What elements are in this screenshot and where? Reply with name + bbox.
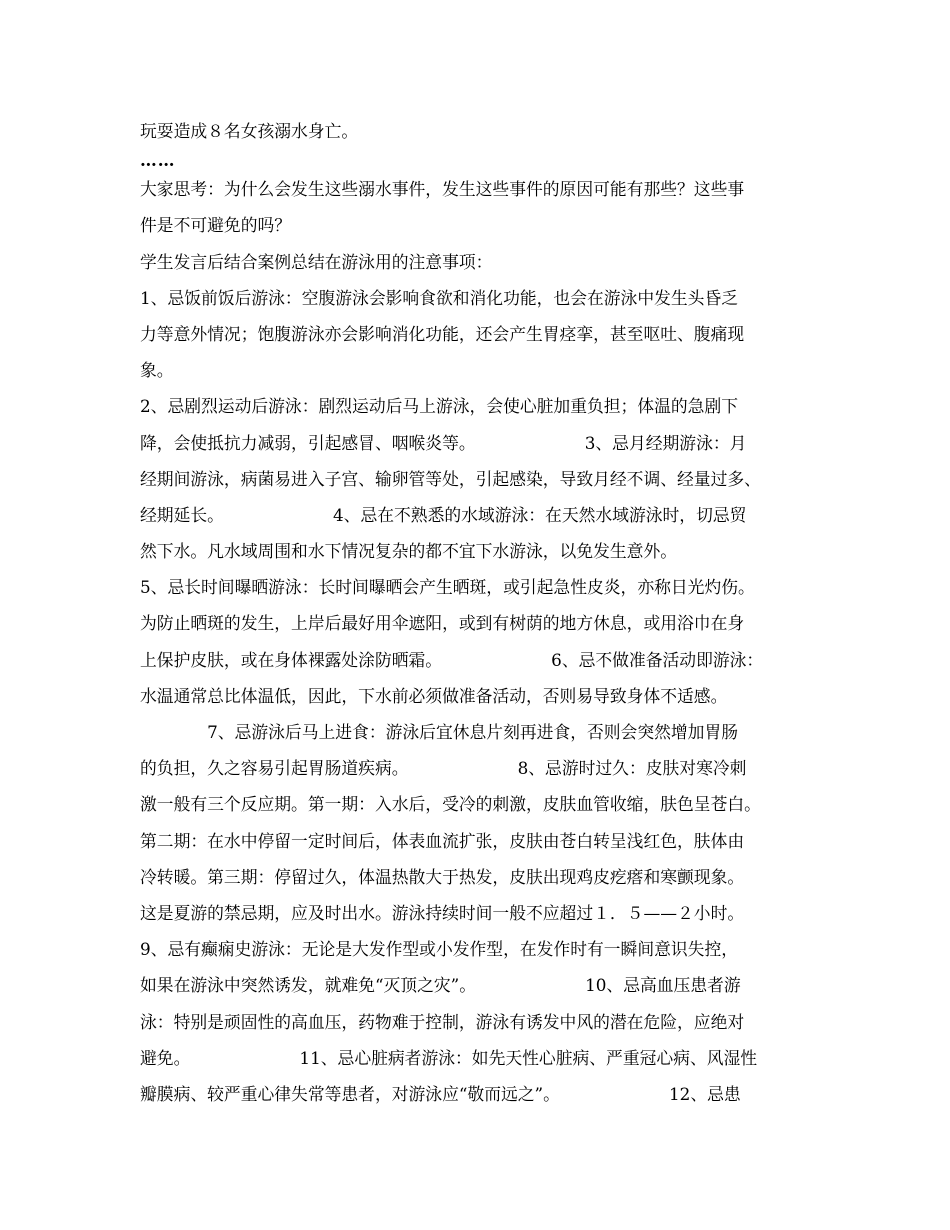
text-line: 瓣膜病、较严重心律失常等患者，对游泳应“敬而远之”。 12、忌患 bbox=[140, 1083, 741, 1104]
text-line: 上保护皮肤，或在身体裸露处涂防晒霜。 6、忌不做准备活动即游泳： bbox=[140, 649, 764, 670]
text-line: 的负担，久之容易引起胃肠道疾病。 8、忌游时过久：皮肤对寒冷刺 bbox=[140, 758, 747, 779]
ellipsis-line: …… bbox=[140, 150, 176, 171]
text-line: 避免。 11、忌心脏病者游泳：如先天性心脏病、严重冠心病、风湿性 bbox=[140, 1047, 758, 1068]
text-line: 激一般有三个反应期。第一期：入水后，受冷的刺激，皮肤血管收缩，肤色呈苍白。 bbox=[140, 794, 761, 815]
text-line: 象。 bbox=[140, 360, 174, 381]
body-text bbox=[140, 113, 824, 1112]
text-line: 2、忌剧烈运动后游泳：剧烈运动后马上游泳，会使心脏加重负担；体温的急剧下 bbox=[140, 396, 739, 417]
text-line: 大家思考：为什么会发生这些溺水事件，发生这些事件的原因可能有那些？这些事 bbox=[140, 179, 745, 200]
text-line: 为防止晒斑的发生，上岸后最好用伞遮阳，或到有树荫的地方休息，或用浴巾在身 bbox=[140, 613, 745, 634]
text-line: 如果在游泳中突然诱发，就难免“灭顶之灾”。 10、忌高血压患者游 bbox=[140, 975, 741, 996]
text-line: 7、忌游泳后马上进食：游泳后宜休息片刻再进食，否则会突然增加胃肠 bbox=[140, 722, 739, 742]
text-line: 经期间游泳，病菌易进入子宫、输卵管等处，引起感染，导致月经不调、经量过多、 bbox=[140, 468, 761, 489]
text-line: 力等意外情况；饱腹游泳亦会影响消化功能，还会产生胃痉挛，甚至呕吐、腹痛现 bbox=[140, 323, 745, 344]
text-line: 1、忌饭前饭后游泳：空腹游泳会影响食欲和消化功能，也会在游泳中发生头昏乏 bbox=[140, 287, 739, 308]
text-line: 学生发言后结合案例总结在游泳用的注意事项： bbox=[140, 251, 493, 272]
text-line: 5、忌长时间曝晒游泳：长时间曝晒会产生晒斑，或引起急性皮炎，亦称日光灼伤。 bbox=[140, 577, 755, 598]
text-line: 玩耍造成８名女孩溺水身亡。 bbox=[140, 121, 359, 141]
text-line: 泳：特别是顽固性的高血压，药物难于控制，游泳有诱发中风的潜在危险，应绝对 bbox=[140, 1011, 745, 1032]
text-line: 然下水。凡水域周围和水下情况复杂的都不宜下水游泳，以免发生意外。 bbox=[140, 541, 678, 562]
text-line: 冷转暖。第三期：停留过久，体温热散大于热发，皮肤出现鸡皮疙瘩和寒颤现象。 bbox=[140, 866, 745, 887]
text-line: 这是夏游的禁忌期，应及时出水。游泳持续时间一般不应超过１．５——２小时。 bbox=[140, 902, 745, 923]
text-line: 第二期：在水中停留一定时间后，体表血流扩张，皮肤由苍白转呈浅红色，肤体由 bbox=[140, 830, 745, 851]
text-line: 件是不可避免的吗？ bbox=[140, 215, 292, 236]
text-line: 经期延长。 4、忌在不熟悉的水域游泳：在天然水域游泳时，切忌贸 bbox=[140, 504, 747, 525]
text-line: 降，会使抵抗力减弱，引起感冒、咽喉炎等。 3、忌月经期游泳：月 bbox=[140, 432, 747, 453]
text-line: 水温通常总比体温低，因此，下水前必须做准备活动，否则易导致身体不适感。 bbox=[140, 685, 728, 706]
text-line: 9、忌有癫痫史游泳：无论是大发作型或小发作型，在发作时有一瞬间意识失控， bbox=[140, 939, 739, 960]
